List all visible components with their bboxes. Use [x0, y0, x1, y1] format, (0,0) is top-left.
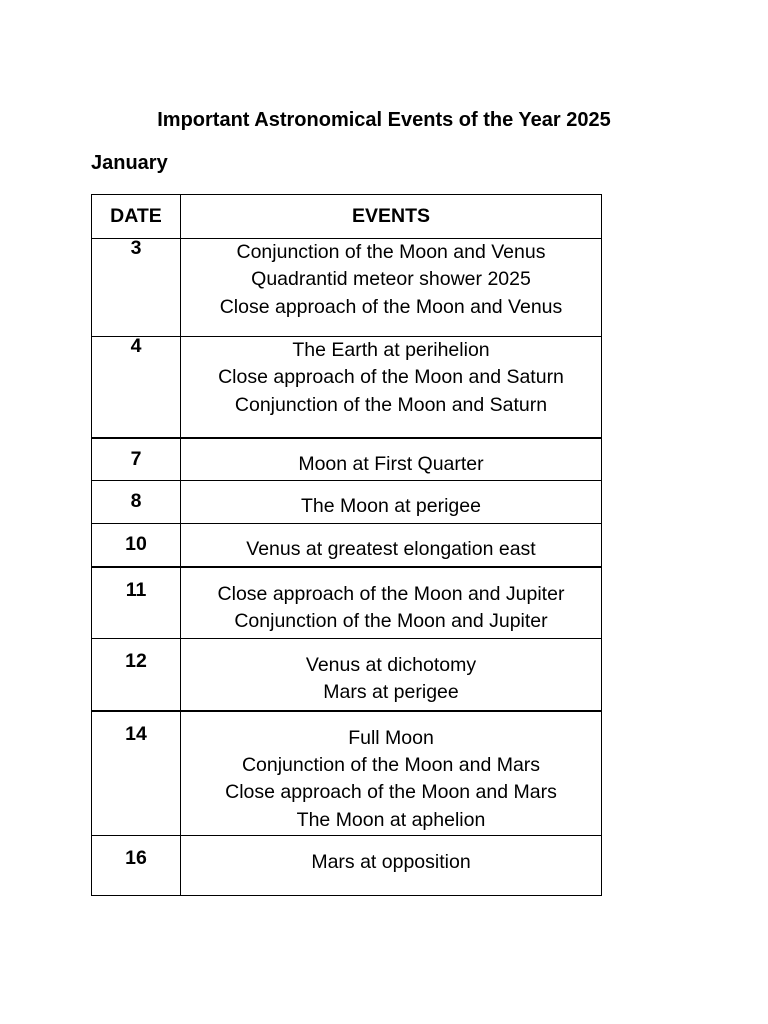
event-item: The Earth at perihelion: [292, 339, 490, 361]
event-item: Mars at opposition: [311, 851, 471, 873]
event-item: Conjunction of the Moon and Mars: [241, 753, 541, 776]
table-header-row: [92, 195, 602, 239]
event-item: The Moon at perigee: [301, 495, 481, 517]
table-row: [92, 524, 602, 567]
date-cell: 11: [92, 567, 181, 639]
events-table-body: [92, 239, 602, 896]
events-table: [91, 194, 602, 896]
event-item: Moon at First Quarter: [298, 452, 484, 475]
event-item: Close approach of the Moon and Venus: [219, 295, 563, 318]
event-item: Close approach of the Moon and Saturn: [218, 366, 564, 389]
table-row: [92, 836, 602, 896]
table-row: [92, 239, 602, 337]
date-cell: 4: [92, 337, 181, 438]
event-item: Venus at greatest elongation east: [246, 538, 536, 560]
event-item: Close approach of the Moon and Jupiter: [217, 582, 565, 605]
table-row: [92, 639, 602, 711]
table-row: [92, 711, 602, 836]
date-cell: 16: [92, 836, 181, 896]
event-item: Close approach of the Moon and Mars: [225, 781, 557, 804]
event-item: The Moon at aphelion: [296, 808, 486, 831]
event-item: Conjunction of the Moon and Jupiter: [234, 609, 548, 632]
events-column-header: EVENTS: [181, 195, 602, 239]
event-item: Conjunction of the Moon and Venus: [236, 241, 546, 263]
event-item: Quadrantid meteor shower 2025: [251, 268, 531, 291]
event-item: Full Moon: [348, 726, 434, 749]
events-cell: [181, 481, 602, 524]
events-cell: [181, 567, 602, 639]
event-item: Venus at dichotomy: [305, 654, 477, 676]
table-row: [92, 337, 602, 438]
events-cell: [181, 836, 602, 896]
events-cell: [181, 438, 602, 481]
date-cell: 10: [92, 524, 181, 567]
date-column-header: DATE: [92, 195, 181, 239]
date-cell: 8: [92, 481, 181, 524]
events-cell: [181, 239, 602, 337]
table-row: [92, 438, 602, 481]
table-row: [92, 481, 602, 524]
date-cell: 14: [92, 711, 181, 836]
events-cell: [181, 337, 602, 438]
events-cell: [181, 639, 602, 711]
table-row: [92, 567, 602, 639]
date-cell: 12: [92, 639, 181, 711]
month-heading: January: [91, 152, 168, 174]
event-item: Mars at perigee: [323, 681, 459, 704]
date-cell: 7: [92, 438, 181, 481]
date-cell: 3: [92, 239, 181, 337]
event-item: Conjunction of the Moon and Saturn: [234, 393, 548, 416]
events-cell: [181, 524, 602, 567]
events-cell: [181, 711, 602, 836]
document-title: Important Astronomical Events of the Year 2025: [157, 109, 611, 131]
